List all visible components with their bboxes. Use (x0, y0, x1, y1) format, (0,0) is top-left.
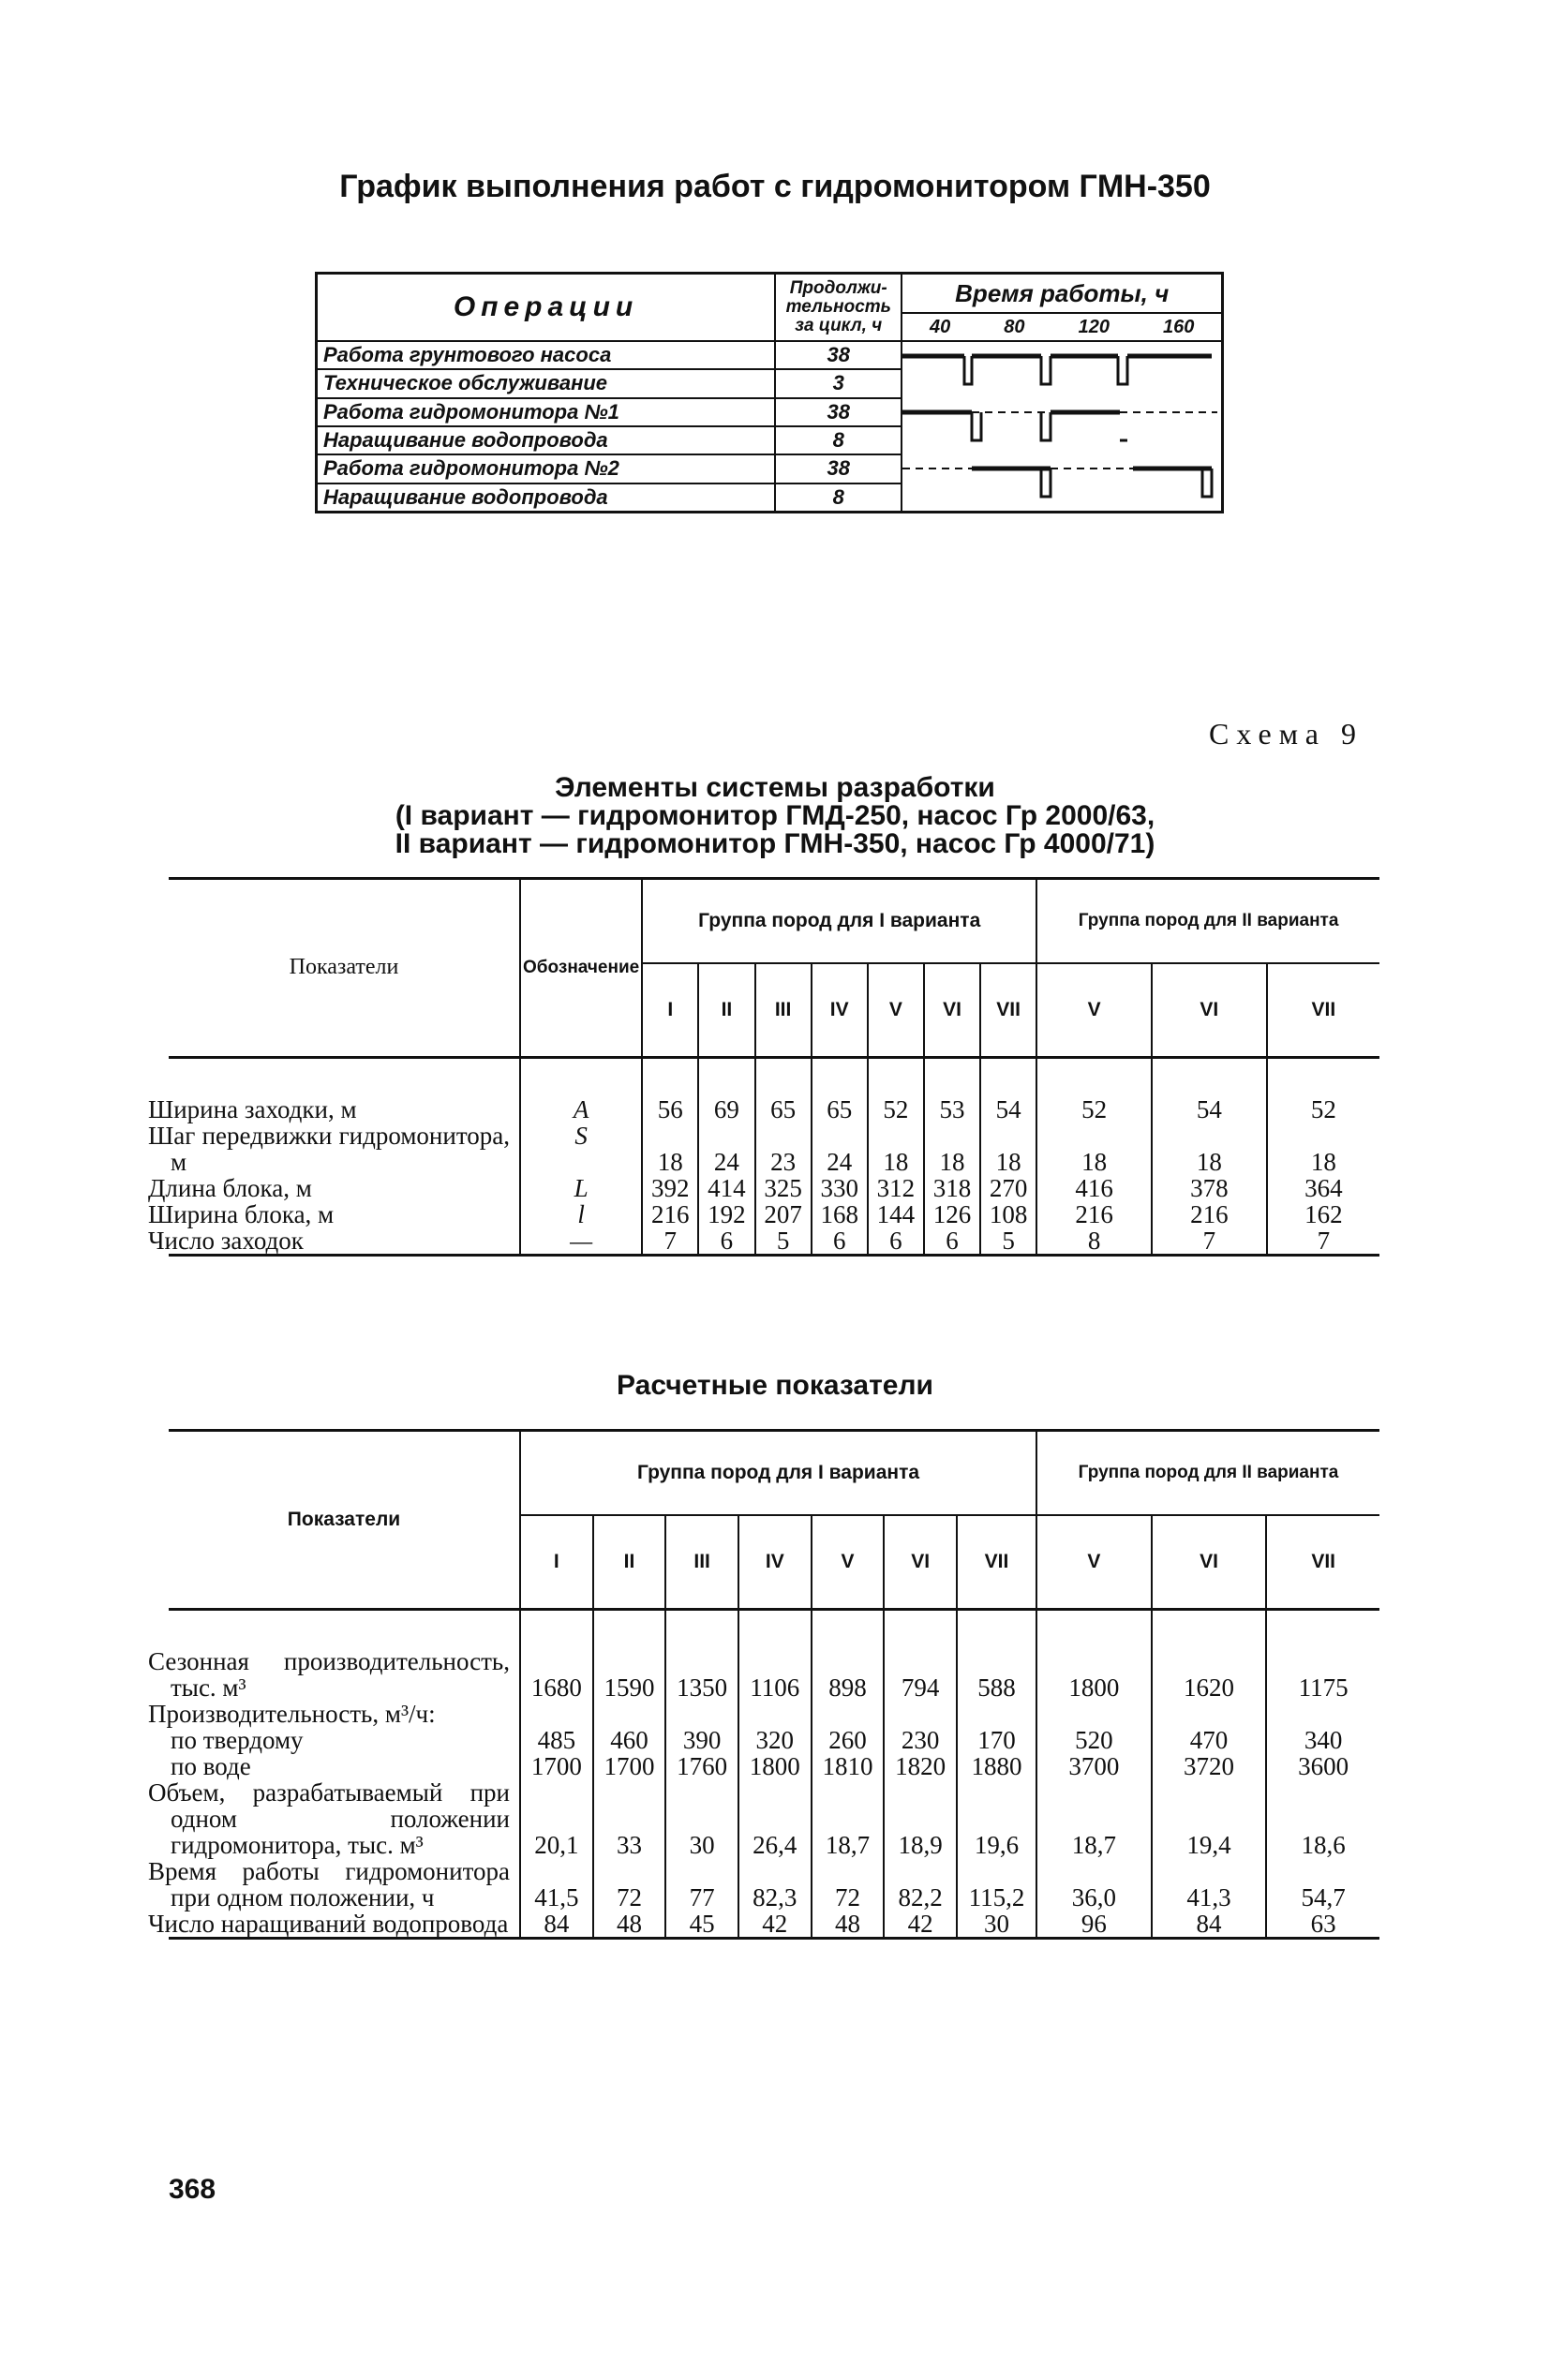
t1-col: II (698, 963, 754, 1057)
row-value: 30 (665, 1779, 738, 1858)
row-value: 77 (665, 1858, 738, 1911)
row-value: 1700 (593, 1753, 666, 1779)
row-value: 56 (642, 1057, 698, 1123)
t1-col: VII (980, 963, 1036, 1057)
row-value: 52 (1267, 1057, 1379, 1123)
row-value: 96 (1036, 1911, 1152, 1939)
gantt-tick: 120 (1078, 316, 1110, 337)
t2-col: I (520, 1515, 593, 1609)
row-value: 192 (698, 1201, 754, 1227)
t2-header-indicator: Показатели (287, 1508, 401, 1530)
row-value: 1810 (812, 1753, 885, 1779)
row-value: 23 (755, 1123, 812, 1175)
row-value (738, 1701, 812, 1727)
row-value: 416 (1036, 1175, 1152, 1201)
t1-col: VII (1267, 963, 1379, 1057)
table-row (169, 1727, 1379, 1753)
row-value: 3720 (1152, 1753, 1267, 1779)
row-value: 216 (1036, 1201, 1152, 1227)
row-value: 126 (924, 1201, 980, 1227)
row-value: 115,2 (957, 1858, 1036, 1911)
row-value: 65 (812, 1057, 868, 1123)
row-value: 6 (868, 1227, 924, 1256)
row-value: 48 (812, 1911, 885, 1939)
t1-header-symbol: Обозначение (520, 879, 642, 1058)
row-value: 18 (980, 1123, 1036, 1175)
row-value: 414 (698, 1175, 754, 1201)
row-label: Шаг передвижки гидромонитора, м (148, 1121, 510, 1176)
table-row (169, 1779, 1379, 1858)
row-value: 6 (812, 1227, 868, 1256)
row-symbol: L (520, 1175, 642, 1201)
row-value: 26,4 (738, 1779, 812, 1858)
row-value: 312 (868, 1175, 924, 1201)
row-value: 24 (812, 1123, 868, 1175)
t2-col: VII (957, 1515, 1036, 1609)
row-value: 20,1 (520, 1779, 593, 1858)
scheme-title (0, 774, 1550, 858)
gantt-tick: 40 (929, 316, 951, 337)
gantt-table (315, 272, 1224, 513)
row-value: 41,5 (520, 1858, 593, 1911)
t1-col: V (868, 963, 924, 1057)
page-number: 368 (169, 2174, 216, 2205)
t2-header-group2: Группа пород для II варианта (1036, 1431, 1379, 1516)
row-value: 470 (1152, 1727, 1267, 1753)
row-value: 1590 (593, 1609, 666, 1701)
row-value (520, 1701, 593, 1727)
row-value: 216 (642, 1201, 698, 1227)
row-label: Ширина заходки, м (148, 1094, 357, 1123)
row-value: 207 (755, 1201, 812, 1227)
row-value: 18,6 (1266, 1779, 1379, 1858)
row-value: 390 (665, 1727, 738, 1753)
row-label: Производительность, м³/ч: (148, 1699, 436, 1728)
row-value: 82,2 (884, 1858, 957, 1911)
row-value: 794 (884, 1609, 957, 1701)
row-label: по воде (171, 1751, 251, 1780)
row-value: 18 (642, 1123, 698, 1175)
row-symbol: — (520, 1227, 642, 1256)
t1-col: III (755, 963, 812, 1057)
table-row (169, 1911, 1379, 1939)
row-value: 460 (593, 1727, 666, 1753)
row-value: 325 (755, 1175, 812, 1201)
row-value: 1800 (1036, 1609, 1152, 1701)
t1-header-group2: Группа пород для II варианта (1036, 879, 1379, 964)
row-label: по твердому (171, 1725, 304, 1754)
row-symbol: S (520, 1123, 642, 1175)
row-value: 7 (1152, 1227, 1267, 1256)
t2-col: VII (1266, 1515, 1379, 1609)
scheme-title-line: Элементы системы разработки (555, 772, 995, 803)
row-value: 42 (738, 1911, 812, 1939)
table-row (169, 1701, 1379, 1727)
row-value: 7 (642, 1227, 698, 1256)
row-value: 108 (980, 1201, 1036, 1227)
row-value (1036, 1701, 1152, 1727)
row-value: 392 (642, 1175, 698, 1201)
row-value: 1880 (957, 1753, 1036, 1779)
gantt-op: Наращивание водопровода (317, 483, 776, 513)
table-row (169, 1858, 1379, 1911)
gantt-op: Работа гидромонитора №2 (317, 454, 776, 483)
row-label: Длина блока, м (148, 1173, 312, 1202)
row-value: 65 (755, 1057, 812, 1123)
row-value (593, 1701, 666, 1727)
row-value: 1175 (1266, 1609, 1379, 1701)
gantt-tick: 160 (1163, 316, 1195, 337)
row-value: 898 (812, 1609, 885, 1701)
t2-col: V (1036, 1515, 1152, 1609)
row-value: 30 (957, 1911, 1036, 1939)
row-value: 54,7 (1266, 1858, 1379, 1911)
row-value: 36,0 (1036, 1858, 1152, 1911)
row-value: 7 (1267, 1227, 1379, 1256)
row-label: Время работы гидромонитора при одном положении, ч (148, 1856, 510, 1911)
t1-col: IV (812, 963, 868, 1057)
gantt-dur: 3 (775, 369, 902, 397)
row-value: 84 (1152, 1911, 1267, 1939)
row-value: 1680 (520, 1609, 593, 1701)
t2-col: III (665, 1515, 738, 1609)
row-value: 364 (1267, 1175, 1379, 1201)
row-symbol: l (520, 1201, 642, 1227)
t1-header-indicator: Показатели (289, 955, 399, 980)
row-value: 1800 (738, 1753, 812, 1779)
gantt-op: Работа гидромонитора №1 (317, 398, 776, 426)
row-value: 41,3 (1152, 1858, 1267, 1911)
row-value: 320 (738, 1727, 812, 1753)
row-value: 168 (812, 1201, 868, 1227)
row-label: Ширина блока, м (148, 1199, 335, 1228)
t2-col: VI (1152, 1515, 1267, 1609)
row-value (812, 1701, 885, 1727)
row-value: 1350 (665, 1609, 738, 1701)
gantt-bars (902, 342, 1217, 511)
row-value: 1700 (520, 1753, 593, 1779)
row-value: 3600 (1266, 1753, 1379, 1779)
row-value (884, 1701, 957, 1727)
table-row (169, 1227, 1379, 1256)
row-value: 19,4 (1152, 1779, 1267, 1858)
row-value (665, 1701, 738, 1727)
row-value: 54 (980, 1057, 1036, 1123)
row-value: 18 (1036, 1123, 1152, 1175)
row-value: 72 (812, 1858, 885, 1911)
t2-col: VI (884, 1515, 957, 1609)
t2-col: V (812, 1515, 885, 1609)
gantt-tick: 80 (1004, 316, 1025, 337)
t1-col: VI (1152, 963, 1267, 1057)
row-value: 52 (868, 1057, 924, 1123)
gantt-col-operations: Операции (317, 274, 776, 342)
row-value: 18,7 (1036, 1779, 1152, 1858)
row-value: 588 (957, 1609, 1036, 1701)
row-value: 48 (593, 1911, 666, 1939)
row-value: 162 (1267, 1201, 1379, 1227)
t1-header-group1: Группа пород для I варианта (642, 879, 1036, 964)
table-row (169, 1057, 1379, 1123)
table-row (169, 1753, 1379, 1779)
row-value: 24 (698, 1123, 754, 1175)
row-label: Объем, разрабатываемый при одном положении гидромонитора, тыс. м³ (148, 1778, 510, 1859)
row-value: 1106 (738, 1609, 812, 1701)
row-value: 18,7 (812, 1779, 885, 1858)
table-row (169, 1609, 1379, 1701)
row-value: 330 (812, 1175, 868, 1201)
row-value: 53 (924, 1057, 980, 1123)
row-value: 485 (520, 1727, 593, 1753)
row-value: 3700 (1036, 1753, 1152, 1779)
row-value: 63 (1266, 1911, 1379, 1939)
scheme-title-line: II вариант — гидромонитор ГМН-350, насос Гр 4000/71) (395, 828, 1155, 859)
row-value: 318 (924, 1175, 980, 1201)
row-value: 42 (884, 1911, 957, 1939)
table2-title: Расчетные показатели (617, 1370, 933, 1401)
row-value: 270 (980, 1175, 1036, 1201)
t1-col: V (1036, 963, 1152, 1057)
row-value: 5 (980, 1227, 1036, 1256)
gantt-col-duration: Продолжи-тельность за цикл, ч (775, 274, 902, 342)
table-row (169, 1175, 1379, 1201)
row-value: 18 (1152, 1123, 1267, 1175)
row-value: 84 (520, 1911, 593, 1939)
row-value: 33 (593, 1779, 666, 1858)
t1-col: I (642, 963, 698, 1057)
gantt-op: Техническое обслуживание (317, 369, 776, 397)
row-value: 260 (812, 1727, 885, 1753)
row-label: Число заходок (148, 1226, 304, 1255)
elements-table (148, 877, 1379, 1260)
row-value: 45 (665, 1911, 738, 1939)
gantt-bar-pipe1 (972, 412, 1127, 440)
t1-col: VI (924, 963, 980, 1057)
gantt-bar-pipe2 (1041, 469, 1212, 497)
row-value: 72 (593, 1858, 666, 1911)
gantt-col-time: Время работы, ч (902, 274, 1222, 314)
row-value: 18 (924, 1123, 980, 1175)
t2-col: II (593, 1515, 666, 1609)
t2-col: IV (738, 1515, 812, 1609)
row-value: 18 (868, 1123, 924, 1175)
calc-table (148, 1429, 1379, 1943)
row-value: 6 (698, 1227, 754, 1256)
t2-header-group1: Группа пород для I варианта (520, 1431, 1036, 1516)
row-value: 19,6 (957, 1779, 1036, 1858)
row-value (1152, 1701, 1267, 1727)
row-value (1266, 1701, 1379, 1727)
table-row (169, 1123, 1379, 1175)
row-value: 520 (1036, 1727, 1152, 1753)
row-value: 1820 (884, 1753, 957, 1779)
row-value: 1760 (665, 1753, 738, 1779)
row-value: 170 (957, 1727, 1036, 1753)
row-value: 144 (868, 1201, 924, 1227)
row-value: 340 (1266, 1727, 1379, 1753)
gantt-dur: 38 (775, 398, 902, 426)
gantt-dur: 8 (775, 483, 902, 513)
row-value: 378 (1152, 1175, 1267, 1201)
row-value: 18 (1267, 1123, 1379, 1175)
row-symbol: A (520, 1057, 642, 1123)
table-row (169, 1201, 1379, 1227)
gantt-chart (902, 341, 1222, 513)
gantt-dur: 38 (775, 454, 902, 483)
gantt-op: Наращивание водопровода (317, 426, 776, 454)
scheme-label: Схема 9 (1209, 717, 1364, 751)
gantt-bar-maintenance (964, 356, 1127, 384)
row-value: 69 (698, 1057, 754, 1123)
scheme-title-line: (I вариант — гидромонитор ГМД-250, насос Гр 2000/63, (395, 800, 1155, 831)
row-value: 6 (924, 1227, 980, 1256)
row-value: 5 (755, 1227, 812, 1256)
row-value: 82,3 (738, 1858, 812, 1911)
row-label: Число наращиваний водопровода (148, 1909, 509, 1938)
row-value (957, 1701, 1036, 1727)
gantt-dur: 38 (775, 341, 902, 369)
gantt-dur: 8 (775, 426, 902, 454)
row-label: Сезонная производительность, тыс. м³ (148, 1646, 510, 1702)
row-value: 54 (1152, 1057, 1267, 1123)
row-value: 18,9 (884, 1779, 957, 1858)
gantt-title: График выполнения работ с гидромонитором ГМН-350 (339, 169, 1211, 204)
gantt-op: Работа грунтового насоса (317, 341, 776, 369)
row-value: 216 (1152, 1201, 1267, 1227)
row-value: 230 (884, 1727, 957, 1753)
gantt-ticks (902, 313, 1222, 341)
row-value: 1620 (1152, 1609, 1267, 1701)
row-value: 52 (1036, 1057, 1152, 1123)
row-value: 8 (1036, 1227, 1152, 1256)
